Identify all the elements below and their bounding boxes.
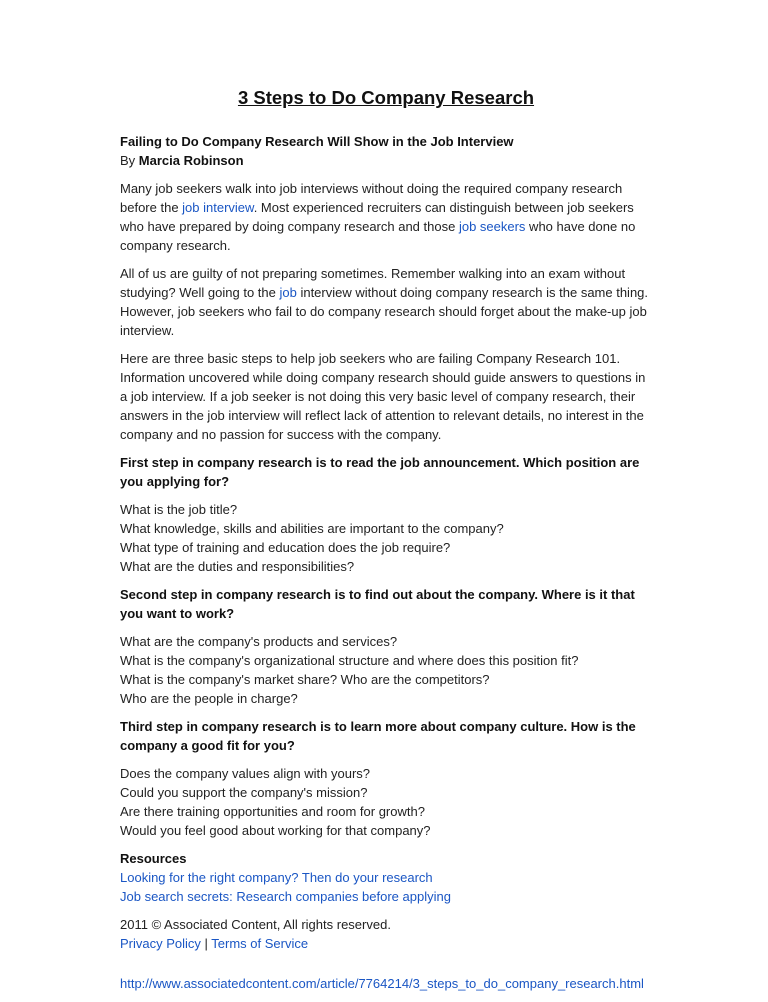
question: Are there training opportunities and room for growth? [120, 804, 425, 819]
text: . Most experienced recruiters can distinguish between job seekers who have prepared by doing company research and those [120, 200, 634, 234]
step-questions [120, 500, 652, 576]
step-heading [120, 585, 652, 623]
intro-paragraph [120, 179, 652, 255]
question: Does the company values align with yours? [120, 766, 371, 781]
resources-section [120, 849, 652, 906]
paragraph-2 [120, 264, 652, 340]
author: Marcia Robinson [138, 153, 244, 168]
question: What is the company's organizational structure and where does this position fit? [120, 653, 579, 668]
footer [120, 915, 652, 953]
question: What is the company's market share? Who are the competitors? [120, 672, 490, 687]
question: What is the job title? [120, 502, 238, 517]
text: interview without doing company research is the same thing. However, job seekers who fail to do company research should forget about the make-up job interview. [120, 285, 649, 338]
question: Would you feel good about working for that company? [120, 823, 431, 838]
text: who have done no company research. [120, 219, 636, 253]
question: Could you support the company's mission? [120, 785, 368, 800]
question: What type of training and education does the job require? [120, 540, 451, 555]
subtitle: Failing to Do Company Research Will Show in the Job Interview [120, 134, 514, 149]
page-title: 3 Steps to Do Company Research [237, 87, 535, 108]
copyright: 2011 © Associated Content, All rights reserved. [120, 917, 391, 932]
job-seekers-link[interactable]: job seekers [458, 219, 526, 234]
paragraph-3: Here are three basic steps to help job seekers who are failing Company Research 101. Information uncovered while doing company research should guide answers to questions in a job interview. If a job seeker is not doing this very basic level of company research, their answers in the job interview will reflect lack of attention to relevant details, no interest in the company and no passion for success with the company. [120, 351, 646, 442]
byline-prefix: By [120, 153, 139, 168]
byline-block [120, 132, 652, 170]
step-heading [120, 453, 652, 491]
question: What are the company's products and services? [120, 634, 398, 649]
step-2-heading: Second step in company research is to find out about the company. Where is it that you want to work? [120, 587, 635, 621]
step-questions [120, 764, 652, 840]
text: Many job seekers walk into job interviews without doing the required company research before the [120, 181, 623, 215]
question: What are the duties and responsibilities? [120, 559, 355, 574]
job-link[interactable]: job [279, 285, 297, 300]
source-url-link[interactable]: http://www.associatedcontent.com/article/7764214/3_steps_to_do_company_research.html [120, 976, 644, 991]
resources-heading: Resources [120, 851, 187, 866]
question: Who are the people in charge? [120, 691, 298, 706]
step-3-heading: Third step in company research is to learn more about company culture. How is the company a good fit for you? [120, 719, 636, 753]
step-heading [120, 717, 652, 755]
question: What knowledge, skills and abilities are important to the company? [120, 521, 504, 536]
privacy-policy-link[interactable]: Privacy Policy [120, 936, 201, 951]
resource-link[interactable]: Looking for the right company? Then do your research [120, 870, 433, 885]
job-interview-link[interactable]: job interview [182, 200, 254, 215]
separator: | [200, 936, 212, 951]
step-1-heading: First step in company research is to read the job announcement. Which position are you applying for? [120, 455, 640, 489]
resource-link[interactable]: Job search secrets: Research companies before applying [120, 889, 451, 904]
step-questions [120, 632, 652, 708]
document [120, 86, 652, 1002]
terms-of-service-link[interactable]: Terms of Service [211, 936, 309, 951]
source-url [120, 974, 652, 993]
text: All of us are guilty of not preparing sometimes. Remember walking into an exam without studying? Well going to the [120, 266, 626, 300]
